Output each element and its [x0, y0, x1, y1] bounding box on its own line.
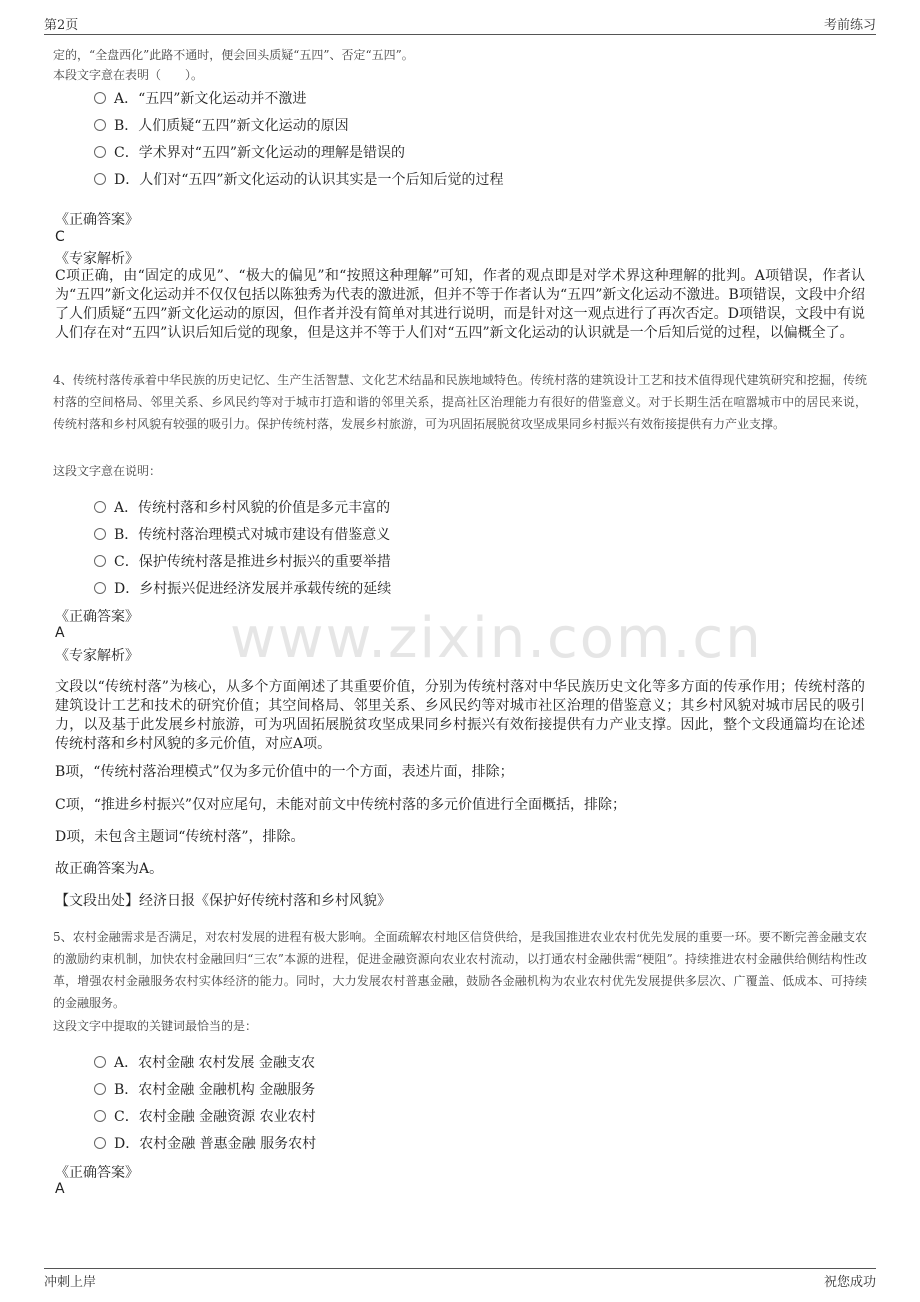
q4-answer-label: 《正确答案》 [55, 609, 139, 625]
radio-icon[interactable] [94, 92, 106, 104]
footer-left: 冲刺上岸 [44, 1275, 97, 1290]
q4-stem: 4、传统村落传承着中华民族的历史记忆、生产生活智慧、文化艺术结晶和民族地域特色。传统村落的建筑设计工艺和技术值得现代建筑研究和挖掘，传统村落的空间格局、邻里关系、乡风民约等对于城市打造和谐的邻里关系，提高社区治理能力有很好的借鉴意义。对于长期生活在喧嚣城市中的居民来说，传统村落和乡村风貌有较强的吸引力。保护传统村落，发展乡村旅游，可为巩固拓展脱贫攻坚成果同乡村振兴有效衔接提供有力产业支撑。 [53, 373, 867, 431]
q5-option-c[interactable]: C．农村金融 金融资源 农业农村 [94, 1106, 316, 1126]
radio-icon[interactable] [94, 1110, 106, 1122]
q3-option-d[interactable]: D．人们对“五四”新文化运动的认识其实是一个后知后觉的过程 [94, 169, 504, 189]
radio-icon[interactable] [94, 1056, 106, 1068]
q4-option-d[interactable]: D．乡村振兴促进经济发展并承载传统的延续 [94, 578, 391, 598]
q4-source: 【文段出处】经济日报《保护好传统村落和乡村风貌》 [55, 893, 391, 909]
q4-option-a[interactable]: A．传统村落和乡村风貌的价值是多元丰富的 [94, 497, 390, 517]
footer-divider [44, 1268, 876, 1269]
q4-analysis-c: C项，“推进乡村振兴”仅对应尾句，未能对前文中传统村落的多元价值进行全面概括，排除； [55, 797, 627, 813]
q3-option-b[interactable]: B．人们质疑“五四”新文化运动的原因 [94, 115, 349, 135]
q3-analysis-label: 《专家解析》 [55, 251, 139, 267]
q5-option-b[interactable]: B．农村金融 金融机构 金融服务 [94, 1079, 315, 1099]
radio-icon[interactable] [94, 119, 106, 131]
radio-icon[interactable] [94, 1083, 106, 1095]
q5-question: 这段文字中提取的关键词最恰当的是： [53, 1019, 258, 1033]
q4-conclusion: 故正确答案为A。 [55, 861, 164, 877]
q3-stem-line-2: 本段文字意在表明（ ）。 [53, 68, 204, 82]
q3-analysis: C项正确，由“固定的成见”、“极大的偏见”和“按照这种理解”可知，作者的观点即是对学术界这种理解的批判。A项错误，作者认为“五四”新文化运动并不仅仅包括以陈独秀为代表的激进派，但并不等于作者认为“五四”新文化运动不激进。B项错误，文段中介绍了人们质疑“五四”新文化运动的原因，但作者并没有简单对其进行说明，而是针对这一观点进行了再次否定。D项错误，文段中有说人们存在对“五四”认识后知后觉的现象，但是这并不等于人们对“五四”新文化运动的认识就是一个后知后觉的过程，以偏概全了。 [55, 268, 865, 341]
q4-option-c[interactable]: C．保护传统村落是推进乡村振兴的重要举措 [94, 551, 391, 571]
footer-right: 祝您成功 [823, 1275, 876, 1290]
radio-icon[interactable] [94, 555, 106, 567]
q4-analysis-label: 《专家解析》 [55, 648, 139, 664]
page-number: 第2页 [44, 18, 79, 33]
radio-icon[interactable] [94, 146, 106, 158]
header-title: 考前练习 [823, 18, 876, 33]
q4-analysis-d: D项，未包含主题词“传统村落”，排除。 [55, 829, 305, 845]
radio-icon[interactable] [94, 582, 106, 594]
q4-answer: A [55, 625, 65, 641]
q5-answer: A [55, 1181, 65, 1197]
q5-option-d[interactable]: D．农村金融 普惠金融 服务农村 [94, 1133, 316, 1153]
q4-analysis-main: 文段以“传统村落”为核心，从多个方面阐述了其重要价值，分别为传统村落对中华民族历史文化等多方面的传承作用；传统村落的建筑设计工艺和技术的研究价值；其空间格局、邻里关系、乡风民约等对城市社区治理的借鉴意义；其乡村风貌对城市居民的吸引力，以及基于此发展乡村旅游，可为巩固拓展脱贫攻坚成果同乡村振兴有效衔接提供有力产业支撑。因此，整个文段通篇均在论述传统村落和乡村风貌的多元价值，对应A项。 [55, 679, 865, 752]
q4-analysis-b: B项，“传统村落治理模式”仅为多元价值中的一个方面，表述片面，排除； [55, 764, 514, 780]
header-divider [44, 34, 876, 35]
q3-option-a[interactable]: A．“五四”新文化运动并不激进 [94, 88, 306, 108]
q3-answer-label: 《正确答案》 [55, 212, 139, 228]
radio-icon[interactable] [94, 1137, 106, 1149]
q3-option-c[interactable]: C．学术界对“五四”新文化运动的理解是错误的 [94, 142, 405, 162]
watermark: www.zixin.com.cn [230, 606, 763, 671]
radio-icon[interactable] [94, 501, 106, 513]
radio-icon[interactable] [94, 528, 106, 540]
q5-answer-label: 《正确答案》 [55, 1165, 139, 1181]
q4-option-b[interactable]: B．传统村落治理模式对城市建设有借鉴意义 [94, 524, 390, 544]
q3-answer: C [55, 229, 65, 245]
q5-stem: 5、农村金融需求是否满足，对农村发展的进程有极大影响。全面疏解农村地区信贷供给，是我国推进农业农村优先发展的重要一环。要不断完善金融支农的激励约束机制，加快农村金融回归“三农”本源的进程，促进金融资源向农业农村流动，以打通农村金融供需“梗阻”。持续推进农村金融供给侧结构性改革，增强农村金融服务农村实体经济的能力。同时，大力发展农村普惠金融，鼓励各金融机构为农业农村优先发展提供多层次、广覆盖、低成本、可持续的金融服务。 [53, 930, 867, 1010]
radio-icon[interactable] [94, 173, 106, 185]
page-header [44, 12, 876, 34]
q4-question: 这段文字意在说明： [53, 464, 162, 478]
q5-option-a[interactable]: A．农村金融 农村发展 金融支农 [94, 1052, 315, 1072]
q3-stem-line-1: 定的，“全盘西化”此路不通时，便会回头质疑“五四”、否定“五四”。 [53, 48, 414, 62]
